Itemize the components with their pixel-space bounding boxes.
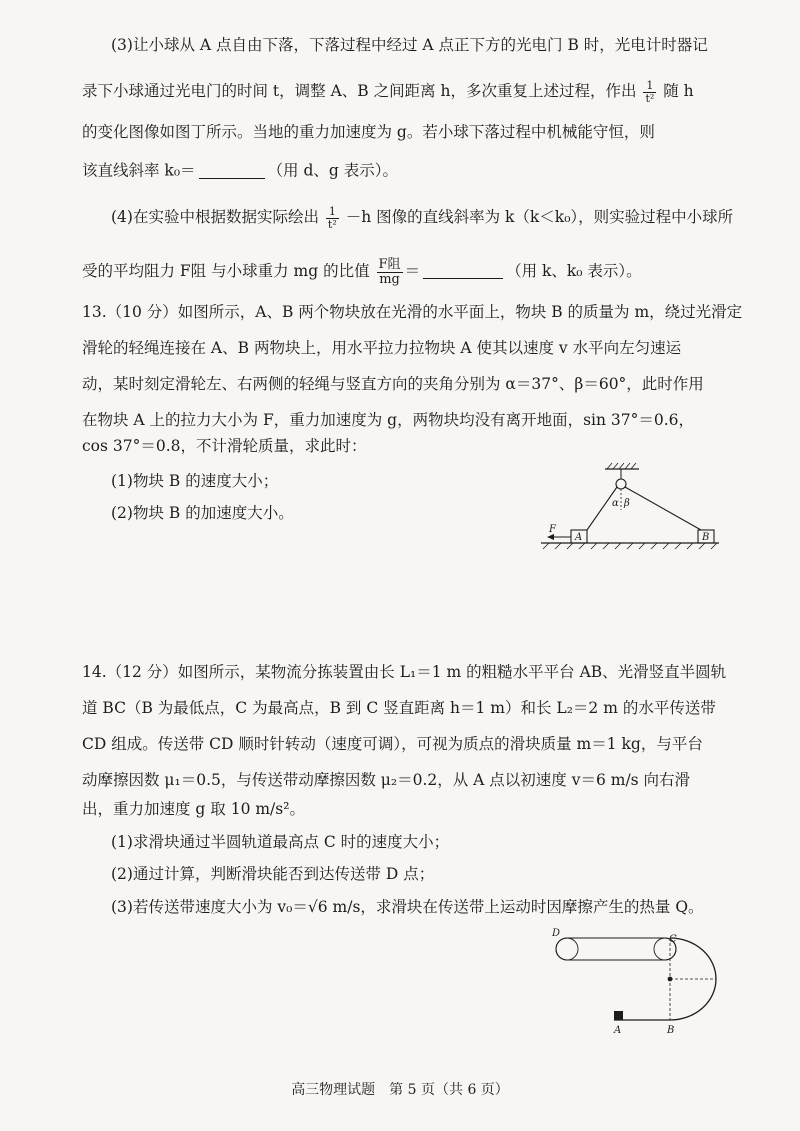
q12-ratio-hint: （用 k、k₀ 表示）。	[506, 262, 642, 281]
q12-part3-line1: (3)让小球从 A 点自由下落，下落过程中经过 A 点正下方的光电门 B 时，光电计时器记	[111, 36, 708, 54]
q13-sub1: (1)物块 B 的速度大小；	[111, 472, 279, 490]
q13-line1: 13.（10 分）如图所示，A、B 两个物块放在光滑的水平面上，物块 B 的质量为 m，绕过光滑定	[82, 303, 743, 321]
fraction-one-over-t2-b	[326, 206, 339, 230]
frac-den: mg	[379, 271, 400, 287]
block-B-label: B	[702, 532, 710, 543]
q12-part4-line1	[111, 206, 733, 230]
point-A-label: A	[614, 1025, 622, 1036]
q12-equals: ＝	[404, 262, 421, 281]
frac-den: t²	[327, 217, 337, 231]
q14-figure-track	[540, 922, 730, 1040]
slider-block	[614, 1011, 623, 1020]
alpha-label: α	[612, 498, 619, 509]
q12-part3-line3: 的变化图像如图丁所示。当地的重力加速度为 g。若小球下落过程中机械能守恒，则	[82, 123, 655, 141]
q13-line2: 滑轮的轻绳连接在 A、B 两物块上，用水平拉力拉物块 A 使其以速度 v 水平向左匀速运	[82, 339, 682, 357]
fraction-one-over-t2	[643, 80, 656, 104]
q12-part4-line2-text: 受的平均阻力 F阻 与小球重力 mg 的比值	[82, 262, 370, 281]
q13-figure-pulley	[535, 460, 725, 556]
q13-line3: 动，某时刻定滑轮左、右两侧的轻绳与竖直方向的夹角分别为 α＝37°、β＝60°，此时作用	[82, 375, 704, 393]
frac-num: 1	[643, 80, 656, 93]
q12-part4-line1-tail: －h 图像的直线斜率为 k（k＜k₀），则实验过程中小球所	[345, 208, 734, 227]
point-C-label: C	[669, 934, 677, 945]
q14-sub2: (2)通过计算，判断滑块能否到达传送带 D 点；	[111, 865, 435, 883]
frac-num: F阻	[378, 257, 401, 272]
answer-blank-ratio[interactable]	[423, 263, 503, 280]
frac-num: 1	[326, 206, 339, 219]
q14-line1: 14.（12 分）如图所示，某物流分拣装置由长 L₁＝1 m 的粗糙水平平台 AB、光滑竖直半圆轨	[82, 663, 727, 681]
block-A-label: A	[575, 532, 583, 543]
q12-part3-line4	[82, 162, 398, 179]
q12-k0-label: 该直线斜率 k₀＝	[82, 161, 196, 180]
conveyor-belt	[556, 938, 676, 960]
q13-line5: cos 37°＝0.8，不计滑轮质量，求此时：	[82, 437, 367, 455]
fraction-F-over-mg	[377, 258, 403, 286]
answer-blank-k0[interactable]	[199, 162, 265, 179]
q12-part3-line2-tail: 随 h	[663, 82, 694, 101]
q12-part3-line2-text: 录下小球通过光电门的时间 t，调整 A、B 之间距离 h，多次重复上述过程，作出	[82, 82, 637, 101]
q14-line3: CD 组成。传送带 CD 顺时针转动（速度可调），可视为质点的滑块质量 m＝1 kg，与平台	[82, 735, 703, 753]
point-D-label: D	[552, 928, 561, 939]
frac-den: t²	[645, 91, 655, 105]
q14-line4: 动摩擦因数 μ₁＝0.5，与传送带动摩擦因数 μ₂＝0.2，从 A 点以初速度 v＝6 m/s 向右滑	[82, 771, 691, 789]
q13-line4: 在物块 A 上的拉力大小为 F，重力加速度为 g，两物块均没有离开地面，sin 37°＝0.6，	[82, 411, 695, 429]
q14-line5: 出，重力加速度 g 取 10 m/s²。	[82, 800, 305, 818]
force-label: F	[549, 524, 556, 535]
rope-right	[625, 487, 701, 530]
q13-sub2: (2)物块 B 的加速度大小。	[111, 504, 294, 522]
beta-label: β	[624, 498, 630, 509]
pulley-wheel	[616, 479, 626, 489]
point-B-label: B	[667, 1025, 675, 1036]
q14-sub1: (1)求滑块通过半圆轨道最高点 C 时的速度大小；	[111, 833, 450, 851]
circle-center	[668, 977, 673, 982]
q12-part4-line1-text: (4)在实验中根据数据实际绘出	[111, 208, 319, 227]
q12-part4-line2	[82, 258, 642, 286]
q12-part3-line2	[82, 80, 694, 104]
q14-sub3: (3)若传送带速度大小为 v₀＝√6 m/s，求滑块在传送带上运动时因摩擦产生的热量 Q。	[111, 898, 704, 916]
q14-line2: 道 BC（B 为最低点，C 为最高点，B 到 C 竖直距离 h＝1 m）和长 L₂＝2 m 的水平传送带	[82, 699, 716, 717]
q12-k0-hint: （用 d、g 表示）。	[267, 161, 398, 180]
ground-hatch	[543, 543, 717, 549]
page-footer: 高三物理试题 第 5 页（共 6 页）	[291, 1082, 509, 1098]
ceiling-hatch	[607, 463, 636, 469]
